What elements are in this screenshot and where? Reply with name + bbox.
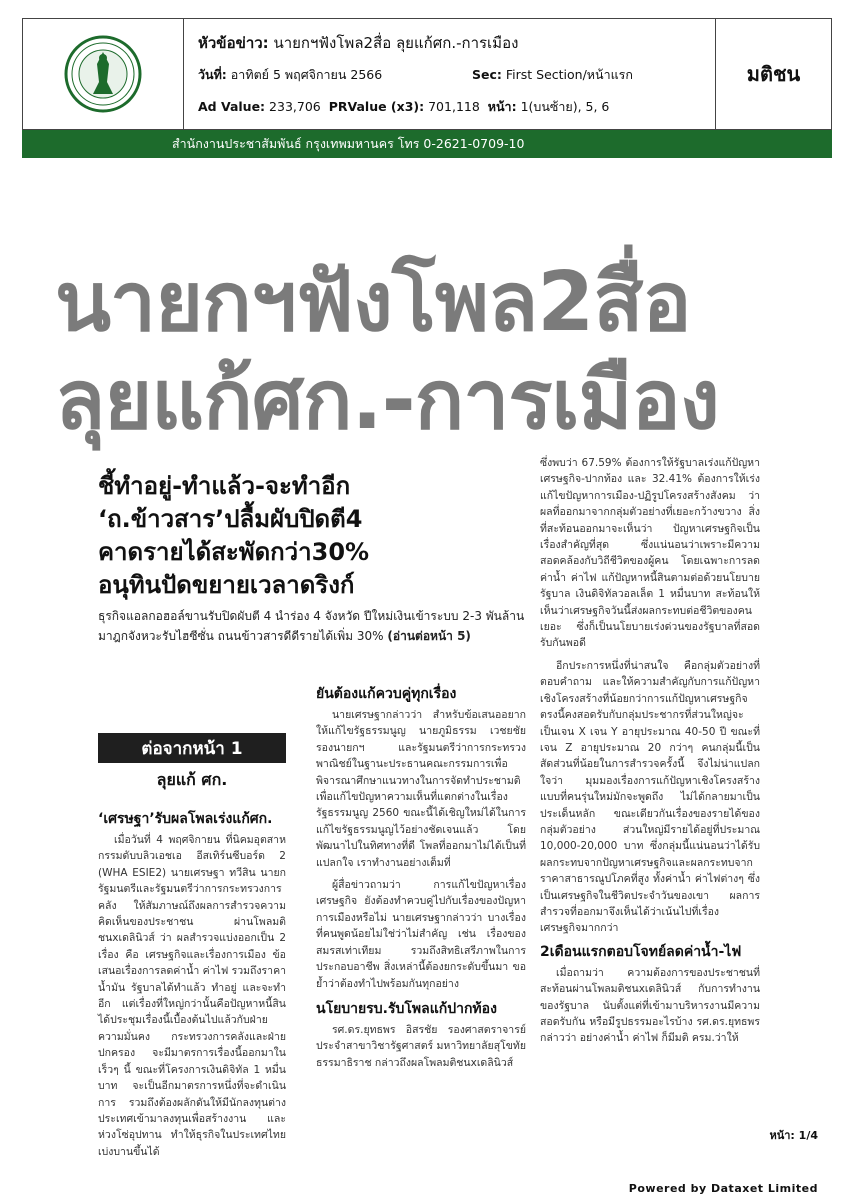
headline-row [198,31,518,55]
section-heading: 2เดือนแรกตอบโจทย์ลดค่าน้ำ-ไฟ [540,943,742,960]
value-row [198,97,609,117]
section-row [472,65,633,85]
publication-name: มติชน [746,62,801,86]
office-bar: สำนักงานประชาสัมพันธ์ กรุงเทพมหานคร โทร 0-2621-0709-10 [22,130,832,158]
subheadline: ‘ถ.ข้าวสาร’ปลื้มผับปิดตี4 [98,505,363,533]
body-paragraph: อีกประการหนึ่งที่น่าสนใจ คือกลุ่มตัวอย่างที่ตอบคำถาม และให้ความสำคัญกับการแก้ปัญหาเชิงโครงสร้างที่น้อยกว่าการแก้ปัญหาเศรษฐกิจตรงนี้คงสอดรับกับกลุ่มประชากรที่ส่วนใหญ่จะเป็นเจน X เจน Y อายุประมาณ 40-50 ปี ขณะที่เจน Z อายุประมาณ 20 กว่าๆ คนกลุ่มนี้เป็นสัดส่วนที่น้อยในการสำรวจครั้งนี้ จึงไม่น่าแปลกใจว่า มุมมองเรื่องการแก้ปัญหาเชิงโครงสร้างแบบที่คนรุ่นใหม่มักจะพูดถึง ไม่ได้กลายมาเป็นประเด็นหลัก ขณะเดียวกันเรื่องของรายได้ของกลุ่มตัวอย่าง ส่วนใหญ่มีรายได้อยู่ที่ประมาณ 10,000-20,000 บาท ซึ่งกลุ่มนี้แน่นอนว่าได้รับผลกระทบจากปัญหาเศรษฐกิจและผลกระทบจากราคาสาธารณูปโภคที่สูง ทั้งค่าน้ำ ค่าไฟต่างๆ ซึ่งเป็นเศรษฐกิจในชีวิตประจำวันของเขา ผลการสำรวจที่ออกมาจึงเห็นได้ว่าเน้นไปที่เรื่องเศรษฐกิจมากกว่า [540,659,760,935]
bangkok-seal-logo [63,34,143,114]
date-value: อาทิตย์ 5 พฤศจิกายน 2566 [230,67,383,82]
section-value: First Section/หน้าแรก [505,67,633,82]
pr-value-label: PRValue (x3): [328,99,425,114]
page-label: หน้า: [487,99,517,114]
clipping-header [22,18,832,130]
powered-by: Powered by Dataxet Limited [628,1182,818,1195]
section-heading: ‘เศรษฐา’รับผลโพลเร่งแก้ศก. [98,811,273,827]
main-headline-line-2: ลุยแก้ศก.-การเมือง [55,353,719,448]
headline-label: หัวข้อข่าว: [198,34,269,52]
pr-value: 701,118 [428,99,480,114]
body-column-2 [316,683,526,1071]
body-paragraph: เมื่อวันที่ 4 พฤศจิกายน ที่นิคมอุตสาหกรรมดับบลิวเอชเอ อีสเทิร์นซีบอร์ด 2 (WHA ESIE2) นายเศรษฐา ทวีสิน นายกรัฐมนตรีและรัฐมนตรีว่าการกระทรวงการคลัง ให้สัมภาษณ์ถึงผลการสำรวจความคิดเห็นของประชาชน ผ่านโพลมติชนxเดลินิวส์ ว่า ผลสำรวจแบ่งออกเป็น 2 เรื่อง คือ เศรษฐกิจและเรื่องการเมือง ข้อเสนอเรื่องการลดค่าน้ำ ค่าไฟ รวมถึงราคาน้ำมัน รัฐบาลได้ทำแล้ว ทำอยู่ และจะทำอีก แต่เรื่องที่ใหญ่กว่านั้นคือปัญหาหนี้สิน ได้ประชุมเรื่องนี้เบื้องต้นไปแล้วกับฝ่ายความมั่นคง กระทรวงการคลังและฝ่ายปกครอง จะมีมาตรการเรื่องนี้ออกมาในเร็วๆ นี้ ขณะที่โครงการเงินดิจิทัล 1 หมื่นบาท จะเป็นอีกมาตรการหนึ่งที่จะดำเนินการ รวมถึงต้องผลักดันให้มีนักลงทุนต่างประเทศเข้ามาลงทุนเพื่อสร้างงาน และห่วงโซ่อุปทาน ทำให้ธุรกิจในประเทศไทยเบ่งบานขึ้นได้ [98,834,286,1158]
subheadline: คาดรายได้สะพัดกว่า30% [98,538,370,566]
main-headline-line-1: นายกฯฟังโพล2สื่อ [55,255,691,350]
ad-value-label: Ad Value: [198,99,266,114]
body-paragraph: ซึ่งพบว่า 67.59% ต้องการให้รัฐบาลเร่งแก้ปัญหาเศรษฐกิจ-ปากท้อง และ 32.41% ต้องการให้เร่งแก้ไขปัญหาการเมือง-ปฏิรูปโครงสร้างสังคม ว่าผลที่ออกมาจากกลุ่มตัวอย่างที่เยอะกว้างขวาง สิ่งที่สะท้อนออกมาจะเห็นว่า ปัญหาเศรษฐกิจเป็นเรื่องสำคัญที่สุด ซึ่งแน่นอนว่าเพราะมีความสอดคล้องกับวิถีชีวิตของผู้คน โดยเฉพาะการลดค่าน้ำ ค่าไฟ แก้ปัญหาหนี้สินตามต่อด้วยนโยบายรัฐบาล เงินดิจิทัลวอลเล็ต 1 หมื่นบาท สะท้อนให้เห็นว่าเศรษฐกิจวันนี้ส่งผลกระทบต่อชีวิตของคนเยอะ ซึ่งก็เป็นนโยบายเร่งด่วนของรัฐบาลที่สอดรับกันพอดี [540,457,760,650]
body-paragraph: นายเศรษฐากล่าวว่า สำหรับข้อเสนออยากให้แก้ไขรัฐธรรมนูญ นายภูมิธรรม เวชยชัย รองนายกฯ และรัฐมนตรีว่าการกระทรวงพาณิชย์ในฐานะประธานคณะกรรมการเพื่อพิจารณาศึกษาแนวทางในการจัดทำประชามติ เพื่อแก้ไขปัญหาความเห็นที่แตกต่างในเรื่องรัฐธรรมนูญ 2560 ขณะนี้ได้เชิญใหม่ได้ในการแก้ไขรัฐธรรมนูญไว้อย่างชัดเจนแล้ว โดยพัฒนาไปในทิศทางที่ดี โพลที่ออกมาไม่ได้เป็นที่แปลกใจ เราทำงานอย่างเต็มที่ [316,709,526,869]
body-paragraph: เมื่อถามว่า ความต้องการของประชาชนที่สะท้อนผ่านโพลมติชนxเดลินิวส์ กับการทำงานของรัฐบาล นับตั้งแต่ที่เข้ามาบริหารงานมีความสอดรับกัน หรือมีรูปธรรมอะไรบ้าง รศ.ดร.ยุทธพร กล่าวว่า อย่างค่าน้ำ ค่าไฟ ก็มีมติ ครม.ว่าให้ [540,966,760,1045]
page-number: หน้า: 1/4 [769,1129,818,1142]
body-paragraph: ผู้สื่อข่าวถามว่า การแก้ไขปัญหาเรื่องเศรษฐกิจ ยังต้องทำควบคู่ไปกับเรื่องของปัญหาการเมืองหรือไม่ นายเศรษฐากล่าวว่า บางเรื่องที่คนพูดน้อยไม่ใช่ว่าไม่สำคัญ เช่น เรื่องของสมรสเท่าเทียม รวมถึงสิทธิเสรีภาพในการประกอบอาชีพ สิ่งเหล่านี้ต้องยกระดับขึ้นมา ขอย้ำว่าต้องทำไปพร้อมกันทุกอย่าง [316,879,526,990]
headline-value: นายกฯฟังโพล2สื่อ ลุยแก้ศก.-การเมือง [273,34,519,52]
continued-banner: ต่อจากหน้า 1 [98,733,286,763]
subheadline: อนุทินปัดขยายเวลาดริงก์ [98,571,355,599]
page-value: 1(บนซ้าย), 5, 6 [520,99,610,114]
continued-subtitle: ลุยแก้ ศก. [156,770,228,789]
section-heading: นโยบายรบ.รับโพลแก้ปากท้อง [316,1000,497,1017]
date-label: วันที่: [198,67,227,82]
lede-paragraph [98,606,538,646]
date-row [198,65,382,85]
body-column-1 [98,808,286,1160]
subheadlines [98,470,538,602]
subheadline: ชี้ทำอยู่-ทำแล้ว-จะทำอีก [98,472,351,500]
logo-area [23,19,184,129]
section-heading: ยันต้องแก้ควบคู่ทุกเรื่อง [316,686,457,702]
clipping-metadata [184,19,716,129]
section-label: Sec: [472,67,502,82]
ad-value: 233,706 [269,99,321,114]
body-paragraph: รศ.ดร.ยุทธพร อิสรชัย รองศาสตราจารย์ประจำสาขาวิชารัฐศาสตร์ มหาวิทยาลัยสุโขทัยธรรมาธิราช กล่าวถึงผลโพลมติชนxเดลินิวส์ [316,1023,526,1069]
continue-reading-link: (อ่านต่อหน้า 5) [387,629,471,643]
body-column-3 [540,455,760,1047]
lede-text: ธุรกิจแอลกอฮอล์ขานรับปิดผับตี 4 นำร่อง 4 จังหวัด ปีใหม่เงินเข้าระบบ 2-3 พันล้าน มาฎกจังหวะรับไฮซีซั่น ถนนข้าวสารดีดีรายได้เพิ่ม 30% [98,609,525,643]
